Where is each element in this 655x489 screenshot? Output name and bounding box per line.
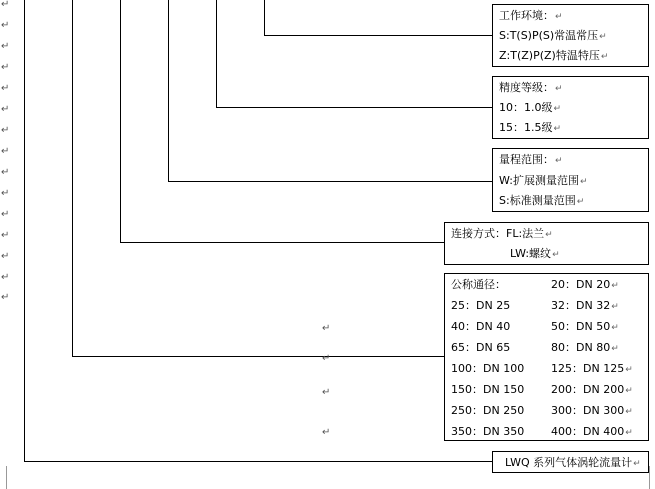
diameter-item: 40：DN 40	[451, 320, 511, 333]
connector-diameter	[73, 0, 445, 357]
diameter-item: 25：DN 25	[451, 299, 511, 312]
diameter-item: 20：DN 20↵	[551, 278, 619, 291]
product-name-box	[492, 451, 649, 473]
paragraph-mark: ↵	[322, 387, 331, 398]
paragraph-mark: ↵	[322, 353, 331, 364]
diameter-item: 32：DN 32↵	[551, 299, 619, 312]
paragraph-mark: ↵	[322, 427, 331, 438]
diameter-item: 65：DN 65	[451, 341, 511, 354]
range-box	[492, 148, 649, 212]
connection-item-lw: LW:螺纹↵	[510, 247, 560, 260]
connector-range	[169, 0, 493, 182]
work-env-box	[492, 4, 649, 67]
range-title: 量程范围：↵	[499, 153, 563, 166]
left-paragraph-mark: ↵	[1, 188, 10, 199]
left-paragraph-mark: ↵	[1, 83, 10, 94]
left-paragraph-mark: ↵	[1, 251, 10, 262]
left-paragraph-mark: ↵	[1, 167, 10, 178]
left-paragraph-mark: ↵	[1, 62, 10, 73]
diameter-item: 150：DN 150	[451, 383, 525, 396]
accuracy-title: 精度等级：↵	[499, 81, 563, 94]
diameter-box	[444, 273, 649, 441]
range-item-w: W:扩展测量范围↵	[499, 174, 588, 187]
diameter-item: 80：DN 80↵	[551, 341, 619, 354]
left-paragraph-mark: ↵	[1, 125, 10, 136]
accuracy-box	[492, 76, 649, 139]
accuracy-item-15: 15：1.5级↵	[499, 121, 562, 134]
diameter-title: 公称通径：	[451, 278, 506, 291]
connector-accuracy	[217, 0, 493, 108]
left-paragraph-mark: ↵	[1, 209, 10, 220]
product-name: LWQ 系列气体涡轮流量计↵	[505, 456, 641, 469]
diameter-item: 300：DN 300↵	[551, 404, 633, 417]
diameter-item: 250：DN 250	[451, 404, 525, 417]
range-item-s: S:标准测量范围↵	[499, 194, 585, 207]
connector-work-env	[265, 0, 493, 36]
left-paragraph-mark: ↵	[1, 146, 10, 157]
connector-connection	[121, 0, 445, 243]
work-env-item-z: Z:T(Z)P(Z)特温特压↵	[499, 49, 609, 62]
work-env-item-s: S:T(S)P(S)常温常压↵	[499, 29, 607, 42]
diameter-item: 125：DN 125↵	[551, 362, 633, 375]
left-paragraph-mark: ↵	[1, 20, 10, 31]
diameter-item: 200：DN 200↵	[551, 383, 633, 396]
left-paragraph-mark: ↵	[1, 272, 10, 283]
diameter-item: 50：DN 50↵	[551, 320, 619, 333]
left-paragraph-mark: ↵	[1, 230, 10, 241]
accuracy-item-10: 10：1.0级↵	[499, 101, 562, 114]
connection-title: 连接方式：FL:法兰↵	[451, 227, 553, 240]
diameter-item: 100：DN 100	[451, 362, 525, 375]
paragraph-mark: ↵	[322, 323, 331, 334]
connection-box	[444, 222, 649, 265]
connector-product	[25, 0, 493, 462]
diameter-item: 400：DN 400↵	[551, 425, 633, 438]
left-paragraph-mark: ↵	[1, 292, 10, 303]
left-paragraph-mark: ↵	[1, 41, 10, 52]
left-paragraph-mark: ↵	[1, 0, 10, 10]
left-paragraph-mark: ↵	[1, 104, 10, 115]
diameter-item: 350：DN 350	[451, 425, 525, 438]
work-env-title: 工作环境：↵	[499, 9, 563, 22]
